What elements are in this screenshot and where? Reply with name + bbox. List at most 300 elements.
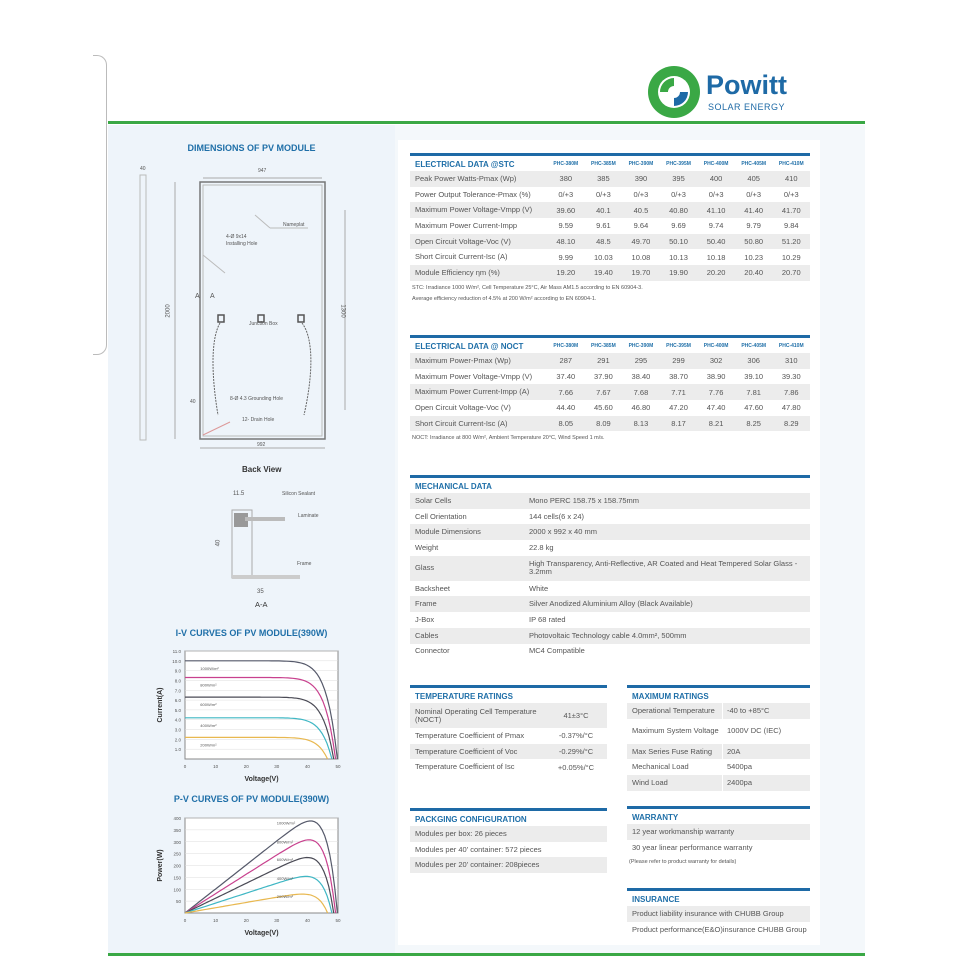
model-header: PHC-405M	[741, 343, 767, 349]
row-value: 9.64	[633, 221, 649, 231]
row-value: 41.10	[706, 205, 726, 215]
table-row	[410, 493, 810, 509]
row-value: -40 to +85°C	[722, 703, 810, 719]
warranty-table	[627, 810, 810, 866]
table-row	[410, 703, 607, 728]
table-row	[627, 703, 810, 719]
dim-2000: 2000	[165, 304, 172, 318]
row-value: 38.40	[631, 372, 651, 382]
mechanical-rows	[410, 493, 810, 659]
row-value: IP 68 rated	[529, 614, 566, 624]
table-row	[410, 400, 810, 416]
back-view-label: Back View	[242, 465, 282, 474]
insurance-table	[627, 892, 810, 937]
row-value: 8.05	[558, 419, 574, 429]
table-row	[410, 728, 607, 744]
x-tick-label: 0	[183, 764, 187, 769]
series-label: 200W/m²	[276, 894, 294, 899]
x-tick-label: 50	[335, 918, 341, 923]
y-tick-label: 10.0	[172, 658, 181, 664]
row-value: 7.81	[746, 387, 761, 397]
nameplate-label: Nameplat	[283, 222, 305, 228]
row-value: White	[529, 583, 549, 593]
row-label: Modules per 20' container: 208pieces	[415, 860, 540, 870]
row-value: 302	[709, 356, 723, 366]
row-value: 20A	[722, 744, 810, 760]
mechanical-title: MECHANICAL DATA	[415, 481, 492, 491]
row-value: 8.13	[633, 419, 649, 429]
row-value: 45.60	[593, 403, 613, 413]
stc-rule	[410, 153, 810, 156]
section-mark-a-left: A	[195, 293, 200, 300]
row-value: MC4 Compatible	[529, 646, 585, 656]
table-row	[410, 628, 810, 644]
pv-chart-title: P-V CURVES OF PV MODULE(390W)	[173, 794, 330, 804]
mechanical-rule	[410, 475, 810, 478]
brand-tagline: SOLAR ENERGY	[708, 102, 786, 112]
noct-rows	[410, 353, 810, 431]
row-value: 306	[747, 356, 760, 366]
frame-label: Frame	[297, 561, 312, 567]
row-value: 10.23	[744, 252, 764, 262]
row-value: 310	[785, 356, 798, 366]
insurance-rule	[627, 888, 810, 891]
table-row	[627, 906, 810, 922]
table-row	[410, 218, 810, 234]
series-label: 400W/m²	[276, 876, 294, 882]
row-value: +0.05%/°C	[557, 762, 595, 772]
row-value: 0/+3	[671, 190, 686, 200]
row-value: 7.71	[671, 387, 686, 397]
installing-hole-spec: 4-Ø 9x14	[226, 234, 247, 240]
table-row	[627, 824, 810, 840]
row-label: 30 year linear performance warranty	[632, 842, 753, 852]
x-tick-label: 40	[304, 918, 310, 923]
dim-40-bottom: 40	[190, 399, 196, 405]
x-tick-label: 20	[243, 764, 249, 769]
frame-cross-section-drawing	[215, 495, 325, 585]
table-row	[627, 840, 810, 856]
table-row	[410, 744, 607, 760]
row-value: 1000V DC (IEC)	[722, 719, 810, 744]
maximum-header	[627, 689, 810, 703]
brand-name: Powitt	[706, 70, 787, 100]
stc-header	[410, 157, 810, 171]
row-label: Short Circuit Current-Isc (A)	[415, 252, 508, 262]
row-value: 144 cells(6 x 24)	[529, 511, 585, 521]
series-label: 1000W/m²	[276, 820, 296, 826]
row-value: Mono PERC 158.75 x 158.75mm	[529, 495, 640, 505]
row-label: Open Circuit Voltage-Voc (V)	[415, 236, 511, 246]
row-value: 50.10	[669, 237, 688, 247]
row-value: 7.67	[596, 387, 611, 397]
y-tick-label: 150	[173, 875, 181, 881]
packaging-rule	[410, 808, 607, 811]
row-label: Operational Temperature	[632, 705, 715, 715]
table-row	[410, 265, 810, 281]
row-value: 19.70	[631, 268, 651, 278]
row-value: -0.29%/°C	[558, 747, 594, 757]
y-tick-label: 6.0	[174, 698, 181, 704]
temperature-header	[410, 689, 607, 703]
row-label: Open Circuit Voltage-Voc (V)	[415, 402, 511, 412]
table-row	[410, 202, 810, 218]
row-label: J-Box	[415, 614, 435, 624]
noct-title: ELECTRICAL DATA @ NOCT	[415, 341, 524, 351]
row-value: 8.09	[596, 419, 611, 429]
row-value: 20.70	[781, 268, 801, 278]
row-value: 7.68	[633, 387, 649, 397]
row-value: 10.08	[631, 252, 651, 262]
row-value: 8.29	[783, 419, 799, 429]
temperature-rows	[410, 703, 607, 775]
row-value: 37.90	[593, 372, 613, 382]
row-value: 9.74	[708, 221, 724, 231]
noct-note1: NOCT: Irradiance at 800 W/m², Ambient Temperature 20°C, Wind Speed 1 m/s.	[412, 435, 605, 442]
table-row	[410, 509, 810, 525]
model-header: PHC-390M	[628, 161, 654, 167]
table-row	[410, 187, 810, 203]
model-header: PHC-380M	[553, 343, 579, 349]
row-value: 2000 x 992 x 40 mm	[529, 527, 597, 537]
row-label: Glass	[415, 563, 435, 573]
row-value: 39.30	[781, 372, 801, 382]
pv-chart	[150, 812, 360, 942]
x-axis-label: Voltage(V)	[244, 776, 279, 783]
row-label: Nominal Operating Cell Temperature (NOCT)	[415, 706, 537, 724]
row-label: Weight	[415, 542, 439, 552]
stc-table	[410, 157, 810, 303]
table-row	[410, 369, 810, 385]
row-value: 9.61	[596, 221, 611, 231]
series-label: 600W/m²	[276, 857, 294, 863]
warranty-header	[627, 810, 810, 824]
row-label: Cell Orientation	[415, 511, 467, 521]
y-tick-label: 7.0	[174, 688, 181, 694]
x-tick-label: 10	[213, 764, 219, 769]
stc-title: ELECTRICAL DATA @STC	[415, 159, 515, 169]
row-value: 47.20	[669, 403, 688, 413]
model-header: PHC-395M	[666, 161, 691, 167]
row-label: Backsheet	[415, 583, 451, 593]
x-tick-label: 20	[243, 918, 249, 923]
model-header: PHC-410M	[778, 343, 804, 349]
row-value: 40.80	[669, 205, 688, 215]
table-row	[410, 842, 607, 858]
table-row	[410, 384, 810, 400]
packaging-table	[410, 812, 607, 873]
iv-chart	[150, 645, 360, 785]
y-tick-label: 9.0	[174, 668, 181, 674]
temperature-title: TEMPERATURE RATINGS	[415, 691, 513, 701]
row-value: 395	[672, 174, 685, 184]
table-row	[410, 857, 607, 873]
row-value: 9.79	[746, 221, 761, 231]
row-value: -0.37%/°C	[558, 731, 594, 741]
row-label: Max Series Fuse Rating	[632, 746, 713, 756]
row-value: 50.40	[706, 237, 726, 247]
table-row	[410, 234, 810, 250]
row-label: Mechanical Load	[632, 762, 689, 772]
row-value: 37.40	[556, 372, 576, 382]
row-value: 19.40	[593, 268, 613, 278]
table-row	[410, 249, 810, 265]
row-value: 390	[634, 174, 648, 184]
table-row	[410, 596, 810, 612]
table-row	[627, 922, 810, 938]
row-value: 51.20	[781, 237, 801, 247]
junction-box-label: Junction Box	[249, 321, 278, 327]
x-tick-label: 50	[335, 764, 341, 769]
row-label: Modules per box: 26 pieces	[415, 828, 507, 838]
row-value: 400	[709, 174, 723, 184]
dim-1300: 1300	[339, 304, 346, 318]
row-value: 0/+3	[633, 190, 649, 200]
row-label: Maximum Power Current-Impp (A)	[415, 387, 530, 397]
row-value: 8.17	[671, 419, 686, 429]
dim-thickness-top: 40	[140, 166, 146, 172]
row-value: 380	[559, 174, 573, 184]
y-tick-label: 1.0	[174, 747, 181, 753]
row-label: Module Efficiency ηm (%)	[415, 267, 500, 277]
maximum-rows	[627, 703, 810, 791]
row-value: 47.40	[706, 403, 726, 413]
table-row	[410, 759, 607, 775]
y-tick-label: 50	[175, 899, 181, 905]
row-value: 20.20	[706, 268, 726, 278]
dimensions-title: DIMENSIONS OF PV MODULE	[187, 143, 316, 153]
dim-35: 35	[257, 589, 264, 595]
table-row	[410, 171, 810, 187]
row-value: 49.70	[631, 237, 651, 247]
y-tick-label: 11.0	[172, 649, 181, 654]
warranty-title: WARRANTY	[632, 812, 679, 822]
row-label: Connector	[415, 646, 450, 656]
row-label: Short Circuit Current-Isc (A)	[415, 418, 508, 428]
y-tick-label: 250	[173, 851, 181, 857]
series-label: 400W/m²	[200, 722, 217, 728]
packaging-title: PACKGING CONFIGURATION	[415, 814, 527, 824]
installing-hole-label: Installing Hole	[226, 241, 258, 247]
maximum-title: MAXIMUM RATINGS	[632, 691, 709, 701]
table-row	[627, 759, 810, 775]
row-value: 40.1	[596, 205, 611, 215]
warranty-rows	[627, 824, 810, 855]
row-value: 41.70	[781, 205, 801, 215]
dim-947: 947	[258, 168, 267, 174]
row-value: 9.99	[558, 252, 574, 262]
grounding-hole-label: 8-Ø 4.3 Grounding Hole	[230, 396, 284, 402]
series-label: 1000W/m²	[200, 665, 219, 671]
bottom-divider	[108, 953, 865, 956]
row-value: 2400pa	[722, 775, 810, 791]
table-row	[410, 416, 810, 432]
table-row	[410, 644, 810, 660]
laminate-label: Laminate	[298, 513, 319, 519]
y-tick-label: 2.0	[174, 737, 181, 743]
model-header: PHC-390M	[628, 343, 654, 349]
row-value: 0/+3	[708, 190, 724, 200]
row-value: 295	[634, 356, 648, 366]
logo-swirl-icon	[646, 64, 702, 120]
row-label: Product liability insurance with CHUBB Group	[632, 908, 784, 918]
row-label: Maximum Power Voltage-Vmpp (V)	[415, 205, 533, 215]
x-tick-label: 30	[274, 918, 280, 923]
row-label: Maximum Power Current-Impp	[415, 220, 518, 230]
row-value: 0/+3	[783, 190, 799, 200]
y-axis-label: Power(W)	[157, 849, 164, 882]
maximum-rule	[627, 685, 810, 688]
table-row	[410, 353, 810, 369]
logo	[646, 64, 702, 125]
table-row	[410, 581, 810, 597]
top-divider	[108, 121, 865, 124]
row-value: 40.5	[633, 205, 649, 215]
row-value: 38.90	[706, 372, 726, 382]
row-value: 48.10	[556, 237, 576, 247]
row-value: 287	[559, 356, 573, 366]
mechanical-table	[410, 479, 810, 659]
row-value: 8.21	[708, 419, 724, 429]
row-value: 22.8 kg	[529, 542, 554, 552]
mechanical-header	[410, 479, 810, 493]
table-row	[410, 612, 810, 628]
row-value: 10.03	[593, 252, 613, 262]
y-tick-label: 350	[173, 827, 181, 833]
model-header: PHC-385M	[591, 343, 616, 349]
dim-992: 992	[257, 442, 266, 448]
model-header: PHC-385M	[591, 161, 616, 167]
row-value: Silver Anodized Aluminium Alloy (Black Available)	[529, 599, 693, 609]
noct-table	[410, 339, 810, 442]
row-value: 10.29	[781, 252, 801, 262]
row-value: 41±3°C	[563, 711, 589, 720]
model-header: PHC-400M	[703, 161, 729, 167]
row-value: 7.76	[708, 387, 724, 397]
insurance-rows	[627, 906, 810, 937]
y-tick-label: 300	[173, 839, 181, 845]
packaging-header	[410, 812, 607, 826]
row-value: 38.70	[669, 372, 688, 382]
row-value: 19.90	[669, 268, 688, 278]
noct-rule	[410, 335, 810, 338]
iv-chart-title: I-V CURVES OF PV MODULE(390W)	[175, 628, 328, 638]
table-row	[410, 826, 607, 842]
x-tick-label: 30	[274, 764, 280, 769]
row-label: Maximum Power Voltage-Vmpp (V)	[415, 371, 533, 381]
y-tick-label: 5.0	[174, 707, 181, 713]
row-label: Frame	[415, 599, 437, 609]
row-value: 0/+3	[746, 190, 762, 200]
noct-header	[410, 339, 810, 353]
table-row	[410, 540, 810, 556]
y-tick-label: 400	[173, 816, 181, 821]
row-label: Modules per 40' container: 572 pieces	[415, 844, 542, 854]
row-label: Temperature Coefficient of Voc	[415, 746, 518, 756]
insurance-header	[627, 892, 810, 906]
row-value: 10.18	[706, 252, 726, 262]
row-label: Wind Load	[632, 777, 668, 787]
row-value: 44.40	[556, 403, 576, 413]
row-label: Solar Cells	[415, 495, 452, 505]
row-value: 50.80	[744, 237, 764, 247]
row-value: 10.13	[669, 252, 688, 262]
maximum-table	[627, 689, 810, 791]
series-label: 200W/m²	[200, 742, 217, 748]
row-value: 5400pa	[722, 759, 810, 775]
temperature-rule	[410, 685, 607, 688]
row-label: Temperature Coefficient of Isc	[415, 762, 515, 772]
row-value: Photovoltaic Technology cable 4.0mm², 500mm	[529, 630, 687, 640]
row-value: High Transparency, Anti-Reflective, AR Coated and Heat Tempered Solar Glass - 3.2mm	[529, 559, 798, 577]
row-value: 299	[672, 356, 685, 366]
row-value: 410	[785, 174, 798, 184]
row-label: Maximum System Voltage	[632, 726, 719, 736]
row-label: Product performance(E&O)insurance CHUBB Group	[632, 924, 807, 934]
y-tick-label: 8.0	[174, 678, 181, 684]
row-value: 41.40	[744, 205, 764, 215]
silicon-sealant-label: Silicon Sealant	[282, 491, 316, 497]
section-a-a-label: A-A	[255, 600, 268, 609]
dim-section-40: 40	[215, 539, 222, 547]
stc-note2: Average efficiency reduction of 4.5% at 200 W/m² according to EN 60904-1.	[412, 295, 597, 302]
stc-note1: STC: Irradiance 1000 W/m², Cell Temperature 25°C, Air Mass AM1.5 according to EN 60904-3.	[412, 284, 643, 291]
temperature-table	[410, 689, 607, 775]
row-label: Power Output Tolerance-Pmax (%)	[415, 189, 531, 199]
section-mark-a-right: A	[210, 293, 215, 300]
table-row	[410, 524, 810, 540]
table-row	[627, 744, 810, 760]
y-tick-label: 4.0	[174, 717, 181, 723]
x-tick-label: 10	[213, 918, 219, 923]
row-label: 12 year workmanship warranty	[632, 826, 735, 836]
warranty-note1: (Please refer to product warranty for details)	[629, 859, 737, 866]
row-value: 39.60	[556, 205, 576, 215]
row-value: 7.86	[783, 387, 799, 397]
row-value: 47.60	[744, 403, 764, 413]
row-value: 8.25	[746, 419, 761, 429]
y-tick-label: 100	[173, 887, 181, 893]
model-header: PHC-405M	[741, 161, 767, 167]
table-row	[627, 775, 810, 791]
row-label: Module Dimensions	[415, 527, 481, 537]
row-value: 385	[597, 174, 610, 184]
row-label: Cables	[415, 630, 439, 640]
model-header: PHC-400M	[703, 343, 729, 349]
model-header: PHC-395M	[666, 343, 691, 349]
row-value: 7.66	[558, 387, 574, 397]
dim-11-5: 11.5	[233, 491, 245, 497]
insurance-title: INSURANCE	[632, 894, 680, 904]
y-axis-label: Current(A)	[157, 687, 164, 723]
row-value: 291	[597, 356, 610, 366]
row-value: 39.10	[744, 372, 764, 382]
row-label: Temperature Coefficient of Pmax	[415, 730, 525, 740]
row-value: 48.5	[596, 237, 611, 247]
row-value: 9.69	[671, 221, 686, 231]
row-value: 20.40	[744, 268, 764, 278]
y-tick-label: 3.0	[174, 727, 181, 733]
row-value: 46.80	[631, 403, 651, 413]
row-value: 19.20	[556, 268, 576, 278]
row-label: Peak Power Watts-Pmax (Wp)	[415, 173, 517, 183]
row-value: 9.59	[558, 221, 574, 231]
y-tick-label: 200	[173, 863, 181, 869]
series-label: 800W/m²	[276, 839, 294, 845]
model-header: PHC-380M	[553, 161, 579, 167]
drain-hole-label: 12- Drain Hole	[242, 417, 275, 423]
row-value: 0/+3	[595, 190, 611, 200]
